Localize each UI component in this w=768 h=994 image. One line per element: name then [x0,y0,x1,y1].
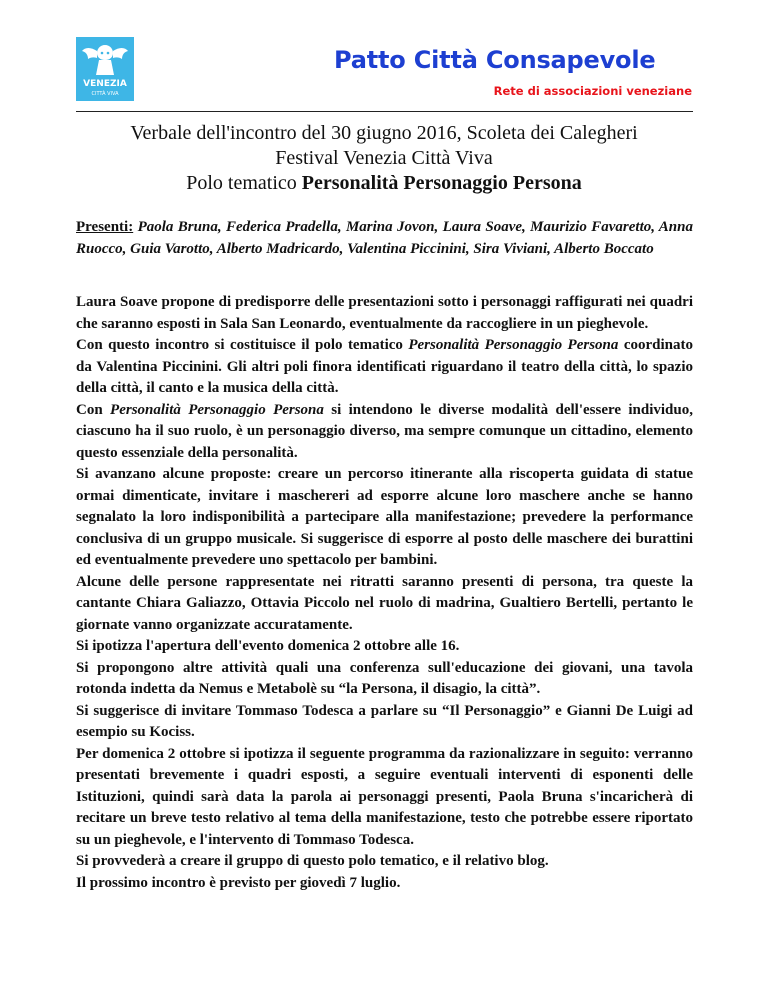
paragraph-5: Alcune delle persone rappresentate nei ritratti saranno presenti di persona, tra queste la cantante Chiara Galiazzo, Ottavia Piccolo nel ruolo di madrina, Gualtiero Bertelli, pertanto le giornate vanno organizzate accuratamente. [76,573,693,633]
header-subtitle: Rete di associazioni veneziane [493,84,692,98]
paragraph-1: Laura Soave propone di predisporre delle presentazioni sotto i personaggi raffigurati nei quadri che saranno esposti in Sala San Leonardo, eventualmente da raccogliere in un pieghevole. [76,294,693,332]
header-title: Patto Città Consapevole [334,46,656,74]
paragraph-7: Si propongono altre attività quali una conferenza sull'educazione dei giovani, una tavola rotonda indetta da Nemus e Metabolè su “la Persona, il disagio, la città”. [76,659,693,697]
meeting-title-line1: Verbale dell'incontro del 30 giugno 2016, Scoleta dei Calegheri [130,122,638,144]
paragraph-3 [76,400,693,465]
winged-lion-icon [76,37,134,101]
paragraph-11: Il prossimo incontro è previsto per giovedì 7 luglio. [76,874,401,891]
paragraph-8: Si suggerisce di invitare Tommaso Todesca a parlare su “Il Personaggio” e Gianni De Luigi ad esempio su Kociss. [76,702,693,740]
attendees-label: Presenti: [76,219,134,235]
meeting-title-prefix: Polo tematico [186,172,302,194]
minutes-body [76,292,693,894]
meeting-title-line2: Festival Venezia Città Viva [275,147,493,169]
paragraph-2-b: coordinato da Valentina Piccinini. Gli altri poli finora identificati riguardano il teatro della città, lo spazio della città, il canto e la musica della città. [76,337,694,396]
paragraph-10: Si provvederà a creare il gruppo di questo polo tematico, e il relativo blog. [76,853,549,869]
paragraph-3-b: si intendono le diverse modalità dell'essere individuo, ciascuno ha il suo ruolo, è un personaggio diverso, ma sempre comunque un cittadino, elemento questo essenziale della personalità. [76,401,693,461]
paragraph-4: Si avanzano alcune proposte: creare un percorso itinerante alla riscoperta guidata di statue ormai dimenticate, invitare i maschereri ad esporre alcune loro maschere anche se hanno segnalato la loro indisponibilità a partecipare alla manifestazione; prevedere la performance conclusiva di un gruppo musicale. Si suggerisce di esporre al posto delle maschere dei burattini ed eventualmente prevedere uno spettacolo per bambini. [76,466,693,568]
paragraph-9: Per domenica 2 ottobre si ipotizza il seguente programma da razionalizzare in seguito: verranno presentati brevemente i quadri esposti, a seguire eventuali interventi di esponenti delle Istituzioni, quindi sarà data la parola ai personaggi presenti, Paola Bruna s'incaricherà di recitare un breve testo relativo al tema della manifestazione, testo che potrebbe essere riportato su un pieghevole, e l'intervento di Tommaso Todesca. [76,745,693,848]
paragraph-2-theme: Personalità Personaggio Persona [408,337,619,353]
paragraph-2 [76,335,693,400]
paragraph-3-theme: Personalità Personaggio Persona [110,401,324,418]
logo-text: VENEZIA [83,79,127,89]
attendees-paragraph [76,217,693,260]
logo-subtext: CITTÀ VIVA [91,91,119,97]
header-divider [76,111,693,112]
attendees-names: Paola Bruna, Federica Pradella, Marina Jovon, Laura Soave, Maurizio Favaretto, Anna Ruocco, Guia Varotto, Alberto Madricardo, Valentina Piccinini, Sira Viviani, Alberto Boccato [76,219,693,257]
meeting-title-block [60,121,708,196]
paragraph-2-a: Con questo incontro si costituisce il polo tematico [76,337,409,353]
paragraph-3-a: Con [76,401,111,418]
meeting-title-line3 [60,171,708,196]
meeting-title-theme: Personalità Personaggio Persona [301,172,582,194]
paragraph-6: Si ipotizza l'apertura dell'evento domenica 2 ottobre alle 16. [76,638,460,654]
venezia-citta-viva-logo [76,37,134,101]
